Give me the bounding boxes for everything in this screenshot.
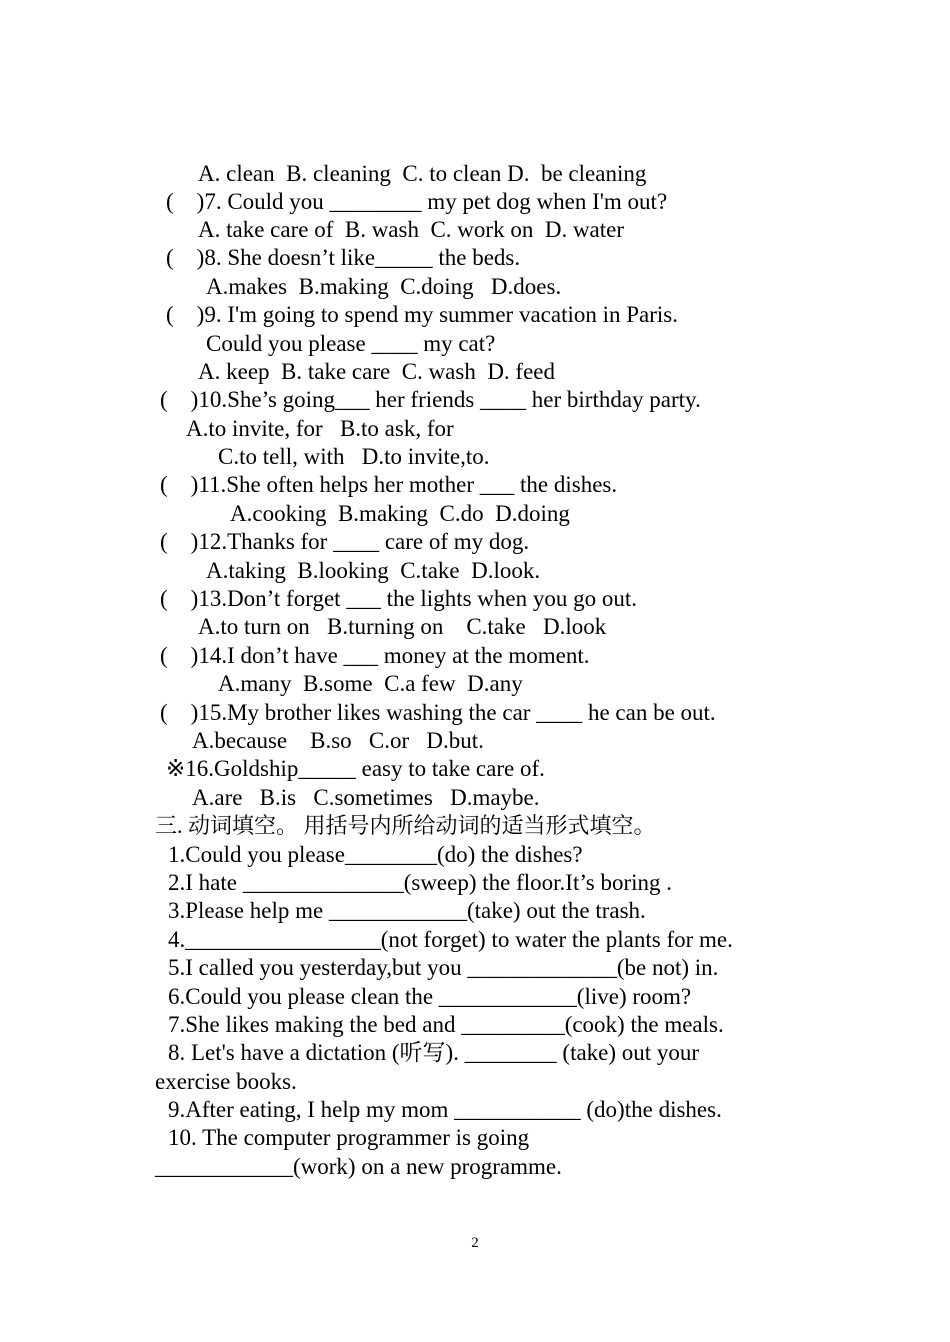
question-7: ( )7. Could you ________ my pet dog when I'm out? [166, 189, 668, 214]
fill-item-9: 9.After eating, I help my mom ___________ (do)the dishes. [168, 1097, 722, 1122]
question-9-continued: Could you please ____ my cat? [206, 331, 496, 356]
q8-options: A.makes B.making C.doing D.does. [206, 274, 562, 299]
fill-item-10-continued: ____________(work) on a new programme. [155, 1154, 562, 1179]
q16-options: A.are B.is C.sometimes D.maybe. [192, 785, 540, 810]
q10-options-line1: A.to invite, for B.to ask, for [186, 416, 454, 441]
q14-options: A.many B.some C.a few D.any [218, 671, 523, 696]
question-9: ( )9. I'm going to spend my summer vacation in Paris. [166, 302, 678, 327]
fill-item-4: 4._________________(not forget) to water the plants for me. [168, 927, 733, 952]
fill-item-8-continued: exercise books. [155, 1069, 297, 1094]
question-15: ( )15.My brother likes washing the car ____ he can be out. [160, 700, 716, 725]
q11-options: A.cooking B.making C.do D.doing [230, 501, 570, 526]
question-13: ( )13.Don’t forget ___ the lights when you go out. [160, 586, 637, 611]
page-number: 2 [471, 1235, 479, 1251]
q12-options: A.taking B.looking C.take D.look. [206, 558, 541, 583]
question-12: ( )12.Thanks for ____ care of my dog. [160, 529, 530, 554]
fill-item-5: 5.I called you yesterday,but you _____________(be not) in. [168, 955, 719, 980]
fill-item-3: 3.Please help me ____________(take) out the trash. [168, 898, 646, 923]
fill-item-2: 2.I hate ______________(sweep) the floor.It’s boring . [168, 870, 672, 895]
section-3-heading: 三. 动词填空。 用括号内所给动词的适当形式填空。 [155, 813, 656, 838]
fill-item-8: 8. Let's have a dictation (听写). ________ (take) out your [168, 1040, 700, 1065]
q10-options-line2: C.to tell, with D.to invite,to. [218, 444, 490, 469]
q15-options: A.because B.so C.or D.but. [192, 728, 484, 753]
fill-item-6: 6.Could you please clean the ____________(live) room? [168, 984, 692, 1009]
question-8: ( )8. She doesn’t like_____ the beds. [166, 245, 521, 270]
fill-item-1: 1.Could you please________(do) the dishes? [168, 842, 583, 867]
question-14: ( )14.I don’t have ___ money at the moment. [160, 643, 590, 668]
question-11: ( )11.She often helps her mother ___ the dishes. [160, 472, 618, 497]
q9-options: A. keep B. take care C. wash D. feed [198, 359, 556, 384]
fill-item-10: 10. The computer programmer is going [168, 1125, 530, 1150]
question-16: ※16.Goldship_____ easy to take care of. [166, 756, 545, 781]
fill-item-7: 7.She likes making the bed and _________(cook) the meals. [168, 1012, 724, 1037]
question-10: ( )10.She’s going___ her friends ____ her birthday party. [160, 387, 701, 412]
q13-options: A.to turn on B.turning on C.take D.look [198, 614, 607, 639]
q6-options: A. clean B. cleaning C. to clean D. be cleaning [198, 161, 647, 186]
q7-options: A. take care of B. wash C. work on D. water [198, 217, 625, 242]
